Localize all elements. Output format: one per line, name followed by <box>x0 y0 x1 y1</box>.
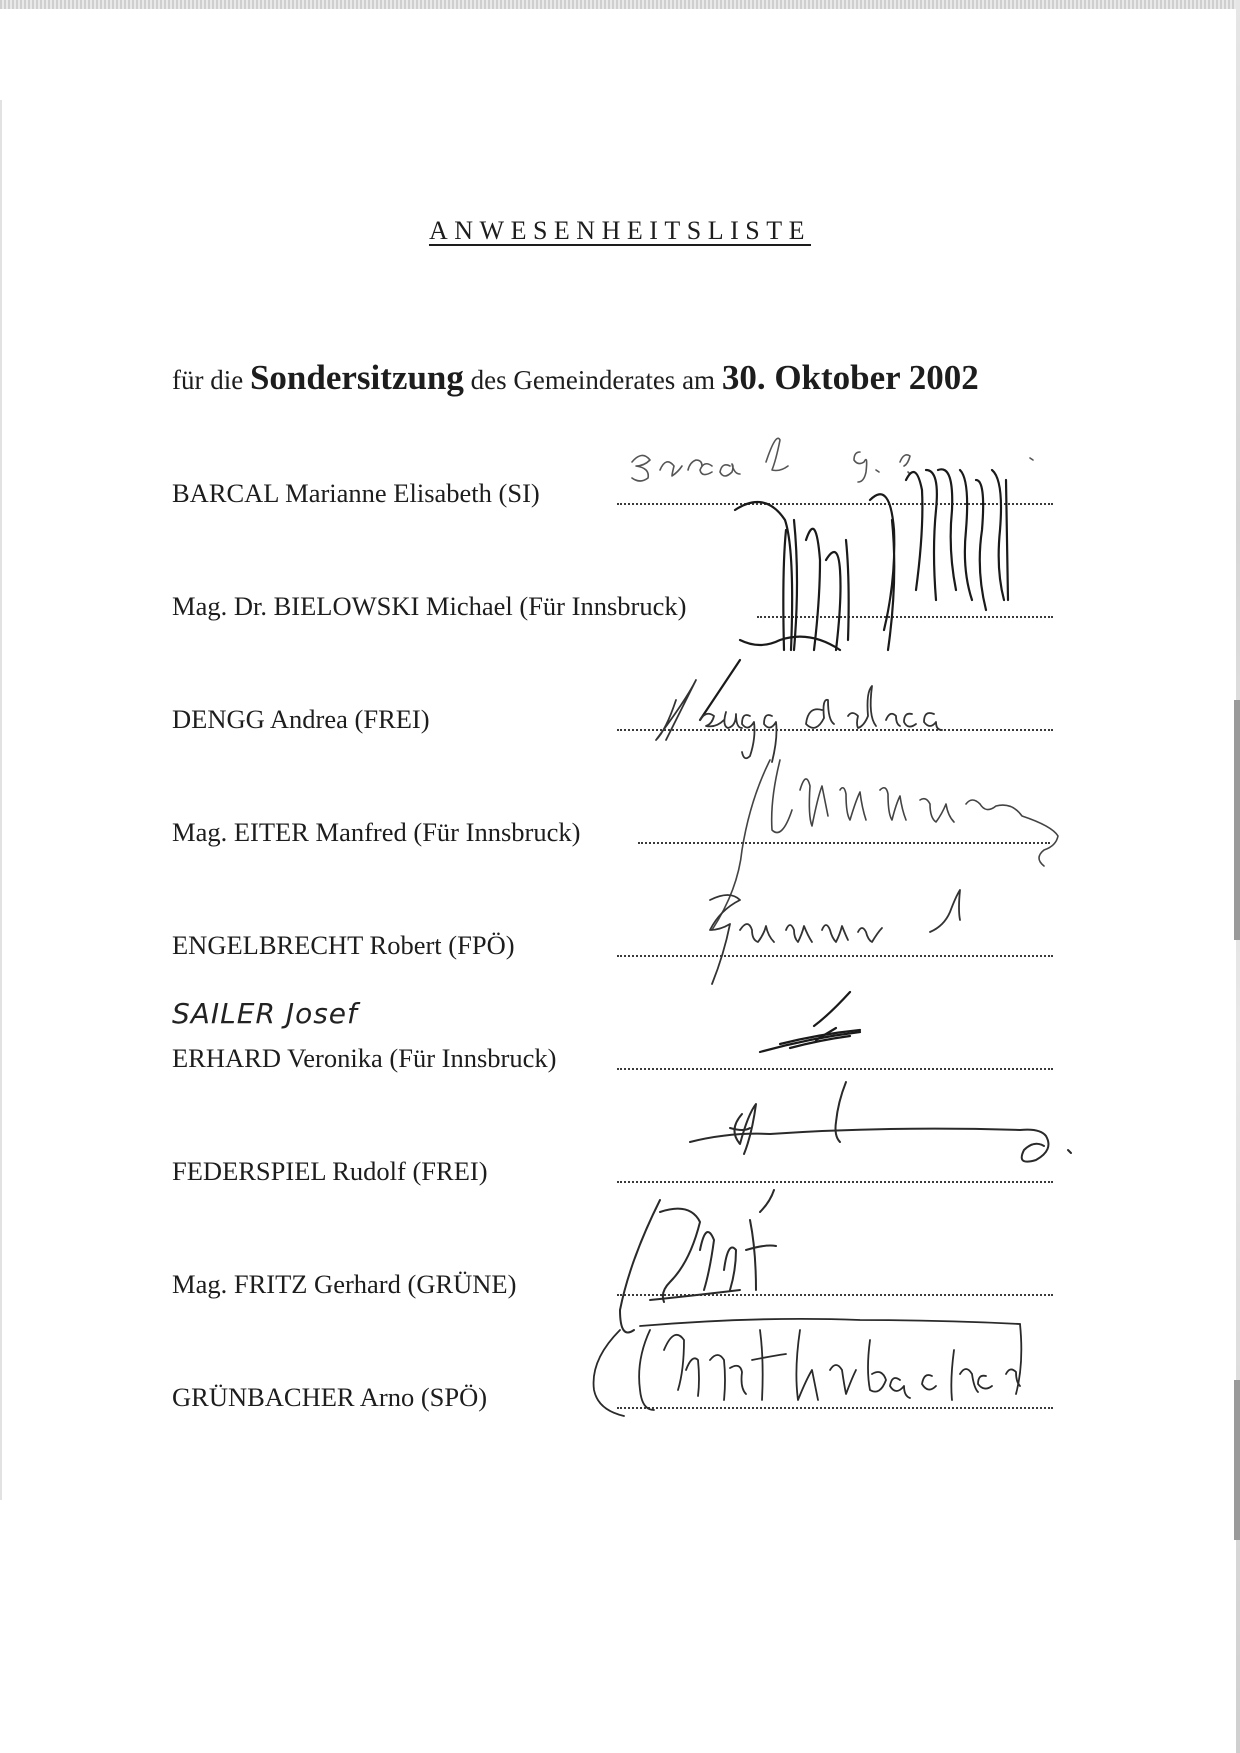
attendee-name: Mag. Dr. BIELOWSKI Michael (Für Innsbruck) <box>172 591 687 621</box>
attendee-name: ERHARD Veronika (Für Innsbruck) <box>172 1043 557 1073</box>
attendee-name: BARCAL Marianne Elisabeth (SI) <box>172 478 540 508</box>
signature-bielowski <box>700 469 1008 720</box>
attendee-name: Mag. FRITZ Gerhard (GRÜNE) <box>172 1269 517 1299</box>
document-title: ANWESENHEITSLISTE <box>428 216 811 245</box>
attendee-name: GRÜNBACHER Arno (SPÖ) <box>172 1382 488 1412</box>
attendee-name: DENGG Andrea (FREI) <box>172 704 430 734</box>
subtitle-middle: des Gemeinderates am <box>470 365 716 395</box>
signature-barcal <box>632 438 1033 482</box>
signature-gruenbacher <box>594 1319 1022 1416</box>
signature-federspiel <box>690 1082 1071 1162</box>
subtitle-session: Sondersitzung <box>249 358 464 397</box>
signature-eiter <box>712 760 1058 930</box>
attendee-name: ENGELBRECHT Robert (FPÖ) <box>172 930 515 960</box>
handwritten-note: SAILER Josef <box>172 997 358 1030</box>
subtitle-date: 30. Oktober 2002 <box>721 358 979 397</box>
signature-dengg <box>656 680 942 762</box>
attendee-name: Mag. EITER Manfred (Für Innsbruck) <box>172 817 581 847</box>
attendee-name: FEDERSPIEL Rudolf (FREI) <box>172 1156 488 1186</box>
subtitle-prefix: für die <box>172 365 244 395</box>
signature-erhard <box>760 992 860 1052</box>
signature-fritz <box>620 1190 776 1333</box>
signature-engelbrecht <box>710 890 960 984</box>
